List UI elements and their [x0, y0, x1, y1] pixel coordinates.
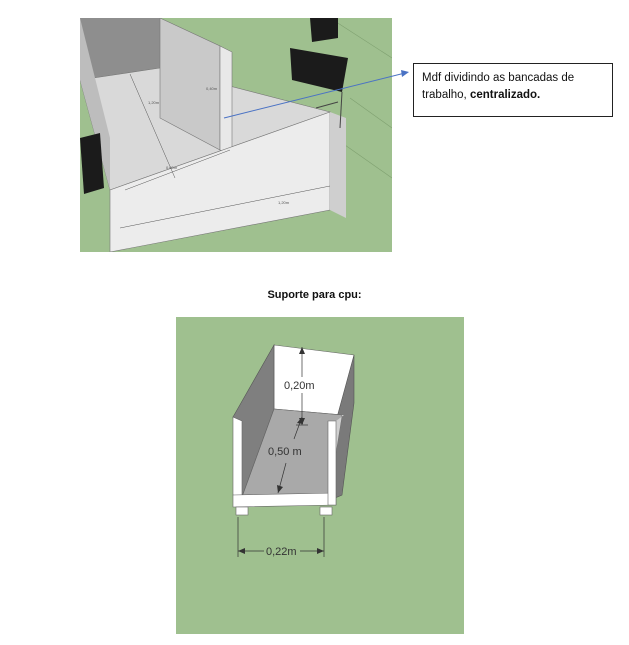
- cpu-width-dim: 0,22m: [266, 546, 297, 558]
- callout-text-bold: centralizado.: [469, 89, 541, 101]
- divider-height-dim: 0,40m: [206, 86, 218, 91]
- divider-width-dim: 0,60m: [166, 165, 178, 170]
- desk-depth-dim: 1,20m: [148, 100, 160, 105]
- cpu-depth-dim: 0,50 m: [268, 446, 302, 458]
- callout-text: Mdf dividindo as bancadas de trabalho,: [422, 72, 575, 101]
- cpu-stand-render: [176, 317, 464, 634]
- cpu-stand-title: Suporte para cpu:: [267, 289, 362, 301]
- desk-length-dim: 1,20m: [278, 200, 290, 205]
- cpu-height-dim: 0,20m: [284, 380, 315, 392]
- desk-divider-render: [80, 18, 392, 252]
- divider-callout-note: [413, 63, 613, 117]
